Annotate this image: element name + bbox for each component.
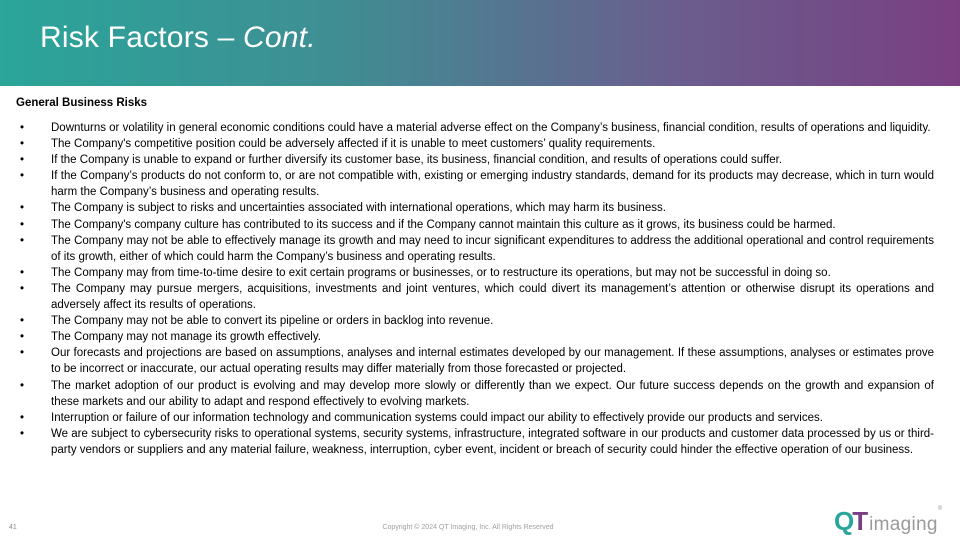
bullet-icon: • [19,347,25,360]
logo-q-letter: Q [834,506,855,536]
risk-item [16,410,934,426]
risk-text: The Company may not be able to convert its pipeline or orders in backlog into revenue. [51,315,494,328]
risk-item [16,329,934,345]
risk-text: The Company may not be able to effectively manage its growth and may need to incur significant expenditures to address the additional operational and control requirements of its growth, either of which could harm the Company’s business and operating results. [51,234,934,263]
bullet-icon: • [19,234,25,247]
company-logo [834,506,942,534]
page-number: 41 [9,524,17,531]
slide-title-italic: Cont. [243,21,316,54]
bullet-icon: • [19,122,25,134]
risk-item [16,233,934,265]
risk-text: The Company is subject to risks and uncertainties associated with international operations, which may harm its business. [51,202,666,215]
bullet-icon: • [19,331,25,344]
risk-text: The Company's competitive position could be adversely affected if it is unable to meet customers’ quality requirements. [51,138,656,151]
logo-t-letter: T [852,506,869,536]
risk-text: Interruption or failure of our information technology and communication systems could impact our ability to effectively provide our products and services. [51,411,823,424]
risk-text: If the Company is unable to expand or further diversify its customer base, its business, financial condition, and results of operations could suffer. [51,154,783,167]
risk-text: The Company may pursue mergers, acquisitions, investments and joint ventures, which could divert its management’s attention or otherwise disrupt its operations and adversely affect its results of operations. [51,282,934,312]
risk-item [16,426,934,458]
risk-text: Downturns or volatility in general economic conditions could have a material adverse effect on the Company’s business, financial condition, results of operations and liquidity. [51,122,931,134]
bullet-icon: • [19,411,25,424]
risk-text: The Company may from time-to-time desire to exit certain programs or businesses, or to restructure its operations, but may not be successful in doing so. [51,266,831,279]
bullet-icon: • [19,427,25,440]
logo-registered-mark: ® [937,506,943,512]
risk-item [16,168,934,200]
section-heading: General Business Risks [16,97,148,109]
bullet-icon: • [19,170,25,183]
risk-text: Our forecasts and projections are based on assumptions, analyses and internal estimates developed by our management. If these assumptions, analyses or estimates prove to be incorrect or inaccurate, our actual operating results may differ materially from those forecasted or projected. [51,347,934,376]
risk-item [16,265,934,281]
bullet-icon: • [19,202,25,215]
risk-item [16,200,934,216]
bullet-icon: • [19,266,25,279]
risk-text: The market adoption of our product is evolving and may develop more slowly or differently than we expect. Our future success depends on the growth and expansion of these markets and our ability to adapt and respond effectively to evolving markets. [51,379,934,408]
risk-item [16,313,934,329]
risk-item [16,345,934,377]
risk-text: We are subject to cybersecurity risks to operational systems, security systems, infrastructure, integrated software in our products and customer data processed by us or third-party vendors or suppliers and any material failure, weakness, interruption, cyber event, incident or breach of security could hinder the effective operation of our business. [51,427,934,456]
slide-title-main: Risk Factors – [40,21,244,54]
risk-item [16,281,934,313]
risk-item [16,217,934,233]
risk-text: The Company may not manage its growth effectively. [51,331,321,344]
bullet-icon: • [19,282,25,295]
copyright-notice: Copyright © 2024 QT Imaging, Inc. All Rights Reserved [382,524,554,531]
risk-item [16,120,934,136]
bullet-icon: • [19,315,25,328]
bullet-icon: • [19,138,25,151]
bullet-icon: • [19,218,25,231]
title-banner [0,0,960,86]
risk-text: If the Company’s products do not conform to, or are not compatible with, existing or emerging industry standards, demand for its products may decrease, which in turn would harm the Company’s business and operating results. [51,170,934,199]
logo-wordmark: imaging [869,514,938,535]
risk-item [16,152,934,168]
risk-list [16,120,934,458]
risk-item [16,378,934,410]
bullet-icon: • [19,154,25,167]
bullet-icon: • [19,379,25,392]
risk-item [16,136,934,152]
slide-title [40,21,316,55]
risk-text: The Company's company culture has contributed to its success and if the Company cannot maintain this culture as it grows, its business could be harmed. [51,218,836,231]
